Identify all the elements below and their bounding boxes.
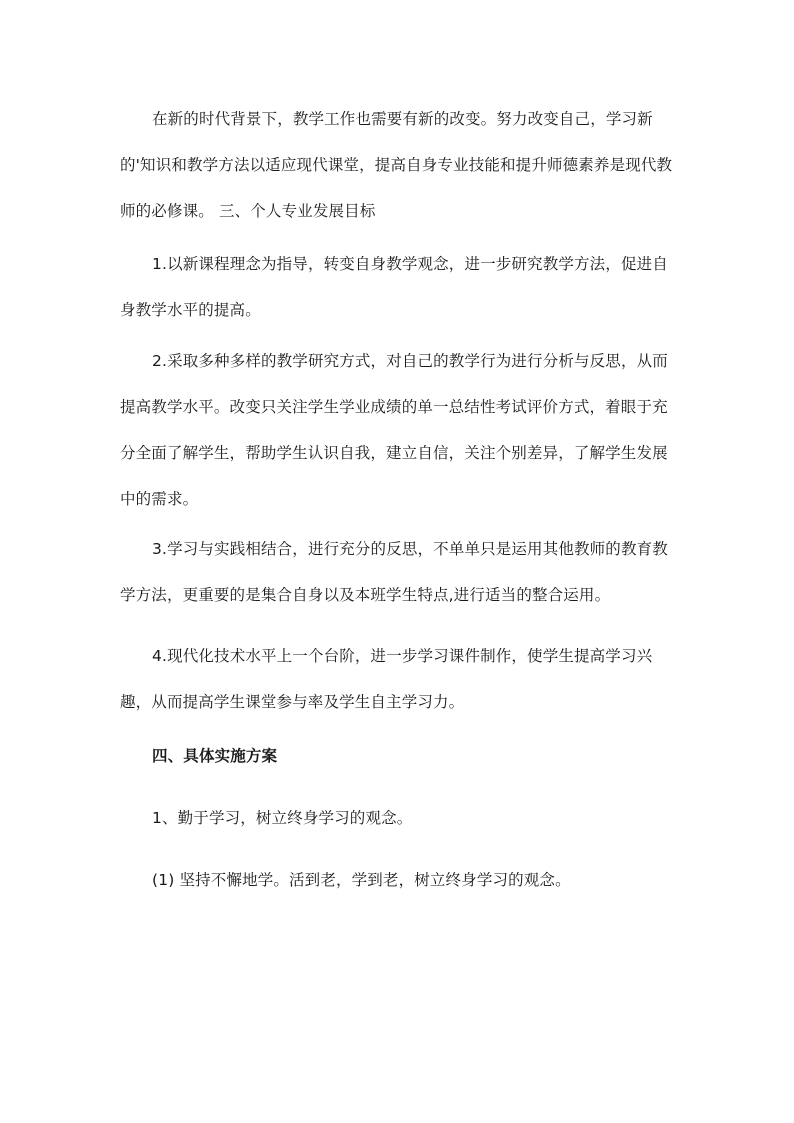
paragraph-item-1: 1、勤于学习，树立终身学习的观念。 <box>152 809 413 827</box>
paragraph-intro: 在新的时代背景下，教学工作也需要有新的改变。努力改变自己，学习新的'知识和教学方法以适应现代课堂，提高自身专业技能和提升师德素养是现代教师的必修课。 三、个人专业发展目标 <box>120 110 673 220</box>
paragraph-goal-4: 4.现代化技术水平上一个台阶，进一步学习课件制作，使学生提高学习兴趣，从而提高学生课堂参与率及学生自主学习力。 <box>120 647 653 711</box>
paragraph-goal-2: 2.采取多种多样的教学研究方式，对自己的教学行为进行分析与反思，从而提高教学水平。改变只关注学生学业成绩的单一总结性考试评价方式，着眼于充分全面了解学生，帮助学生认识自我，建立自信，关注个别差异，了解学生发展中的需求。 <box>120 352 668 508</box>
paragraph-goal-3: 3.学习与实践相结合，进行充分的反思，不单单只是运用其他教师的教育教学方法，更重要的是集合自身以及本班学生特点,进行适当的整合运用。 <box>120 540 668 604</box>
paragraph-subitem-1: (1) 坚持不懈地学。活到老，学到老，树立终身学习的观念。 <box>152 871 571 889</box>
section-heading-implementation: 四、具体实施方案 <box>152 747 278 765</box>
paragraph-goal-1: 1.以新课程理念为指导，转变自身教学观念，进一步研究教学方法，促进自身教学水平的提高。 <box>120 255 668 319</box>
